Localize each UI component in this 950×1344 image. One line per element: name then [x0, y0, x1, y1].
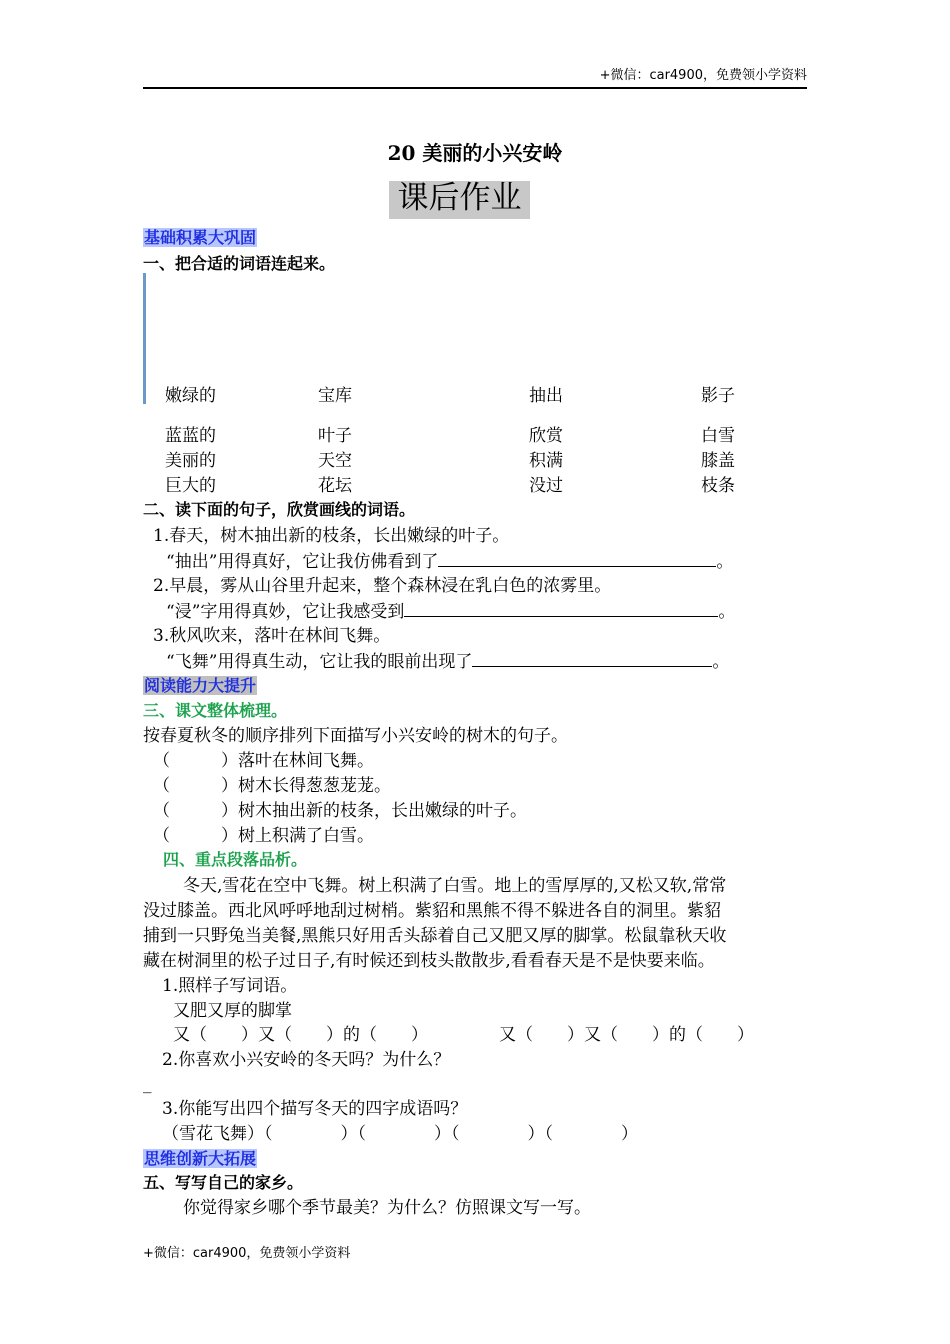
- q4-paragraph-line: 捕到一只野兔当美餐,黑熊只好用舌头舔着自己又肥又厚的脚掌。松鼠靠秋天收: [143, 926, 727, 946]
- page-subtitle: 课后作业: [397, 180, 522, 216]
- q4-answer-dash: _: [143, 1074, 152, 1094]
- q2-prompt-1: “抽出”用得真好，它让我仿佛看到了: [166, 552, 439, 572]
- q4-sub-3: 3.你能写出四个描写冬天的四字成语吗？: [162, 1099, 468, 1119]
- section-thinking: [143, 1149, 257, 1169]
- q1-col3-word: 积满: [529, 451, 563, 471]
- q2-sentence-1: 1.春天，树木抽出新的枝条，长出嫩绿的叶子。: [153, 526, 510, 546]
- section-basic-label: 基础积累大巩固: [144, 228, 257, 247]
- q1-col3-word: 抽出: [529, 386, 563, 406]
- q4-paragraph-line: 没过膝盖。西北风呼呼地刮过树梢。紫貂和黑熊不得不躲进各自的洞里。紫貂: [143, 901, 721, 921]
- answer-blank[interactable]: [472, 651, 712, 667]
- q3-intro: 按春夏秋冬的顺序排列下面描写小兴安岭的树木的句子。: [143, 726, 568, 746]
- q4-paragraph-line: 藏在树洞里的松子过日子,有时候还到枝头散散步,看看春天是不是快要来临。: [143, 951, 715, 971]
- q4-heading: 四、重点段落品析。: [163, 850, 308, 869]
- q1-col4-word: 枝条: [701, 476, 735, 496]
- q2-sentence-2: 2.早晨，雾从山谷里升起来，整个森林浸在乳白色的浓雾里。: [153, 576, 612, 596]
- page-title: 20 美丽的小兴安岭: [387, 141, 563, 165]
- q1-col2-word: 天空: [318, 451, 352, 471]
- page-footer-text: +微信：car4900，免费领小学资料: [143, 1246, 351, 1261]
- section-reading-label: 阅读能力大提升: [144, 676, 257, 695]
- q3-heading: 三、课文整体梳理。: [143, 701, 288, 720]
- q1-col2-word: 花坛: [318, 476, 352, 496]
- answer-blank[interactable]: [438, 551, 716, 567]
- q1-heading: 一、把合适的词语连起来。: [143, 254, 336, 273]
- q3-item: （ ）树木抽出新的枝条，长出嫩绿的叶子。: [153, 801, 527, 821]
- q4-pattern-1: 又（ ）又（ ）的（ ）: [173, 1025, 428, 1045]
- q1-col1-word: 美丽的: [165, 451, 216, 471]
- q2-heading: 二、读下面的句子，欣赏画线的词语。: [143, 500, 416, 519]
- period: 。: [712, 652, 730, 672]
- q4-pattern-2: 又（ ）又（ ）的（ ）: [499, 1025, 754, 1045]
- q1-col3-word: 欣赏: [529, 426, 563, 446]
- q3-item: （ ）树上积满了白雪。: [153, 826, 374, 846]
- q5-heading: 五、写写自己的家乡。: [143, 1173, 304, 1192]
- q2-answer-line-1: [166, 551, 733, 572]
- period: 。: [716, 552, 734, 572]
- q1-col2-word: 宝库: [318, 386, 352, 406]
- q4-example: 又肥又厚的脚掌: [173, 1001, 292, 1021]
- q2-sentence-3: 3.秋风吹来，落叶在林间飞舞。: [153, 626, 391, 646]
- section-thinking-label: 思维创新大拓展: [144, 1149, 257, 1168]
- q1-col1-word: 嫩绿的: [165, 386, 216, 406]
- q4-paragraph-line: 冬天,雪花在空中飞舞。树上积满了白雪。地上的雪厚厚的,又松又软,常常: [183, 876, 727, 896]
- q1-col3-word: 没过: [529, 476, 563, 496]
- q2-prompt-2: “浸”字用得真妙，它让我感受到: [166, 602, 405, 622]
- q4-sub-1: 1.照样子写词语。: [162, 976, 298, 996]
- q3-item: （ ）树木长得葱葱茏茏。: [153, 776, 391, 796]
- answer-blank[interactable]: [404, 601, 718, 617]
- q1-col1-word: 巨大的: [165, 476, 216, 496]
- section-basic: [143, 228, 257, 248]
- page-header-text: +微信：car4900，免费领小学资料: [599, 68, 807, 83]
- q5-text: 你觉得家乡哪个季节最美？为什么？仿照课文写一写。: [183, 1198, 591, 1218]
- q4-idioms: （雪花飞舞）（ ）（ ）（ ）（ ）: [162, 1124, 638, 1144]
- header-rule: [143, 87, 807, 89]
- q1-col4-word: 影子: [701, 386, 735, 406]
- q2-answer-line-2: [166, 601, 735, 622]
- q2-prompt-3: “飞舞”用得真生动，它让我的眼前出现了: [166, 652, 473, 672]
- section-reading: [143, 676, 257, 696]
- q1-left-bar: [143, 273, 146, 404]
- q1-col4-word: 白雪: [701, 426, 735, 446]
- q1-col1-word: 蓝蓝的: [165, 426, 216, 446]
- q2-answer-line-3: [166, 651, 729, 672]
- q3-item: （ ）落叶在林间飞舞。: [153, 751, 374, 771]
- q4-sub-2: 2.你喜欢小兴安岭的冬天吗？为什么？: [162, 1050, 451, 1070]
- period: 。: [718, 602, 736, 622]
- q1-col2-word: 叶子: [318, 426, 352, 446]
- q1-col4-word: 膝盖: [701, 451, 735, 471]
